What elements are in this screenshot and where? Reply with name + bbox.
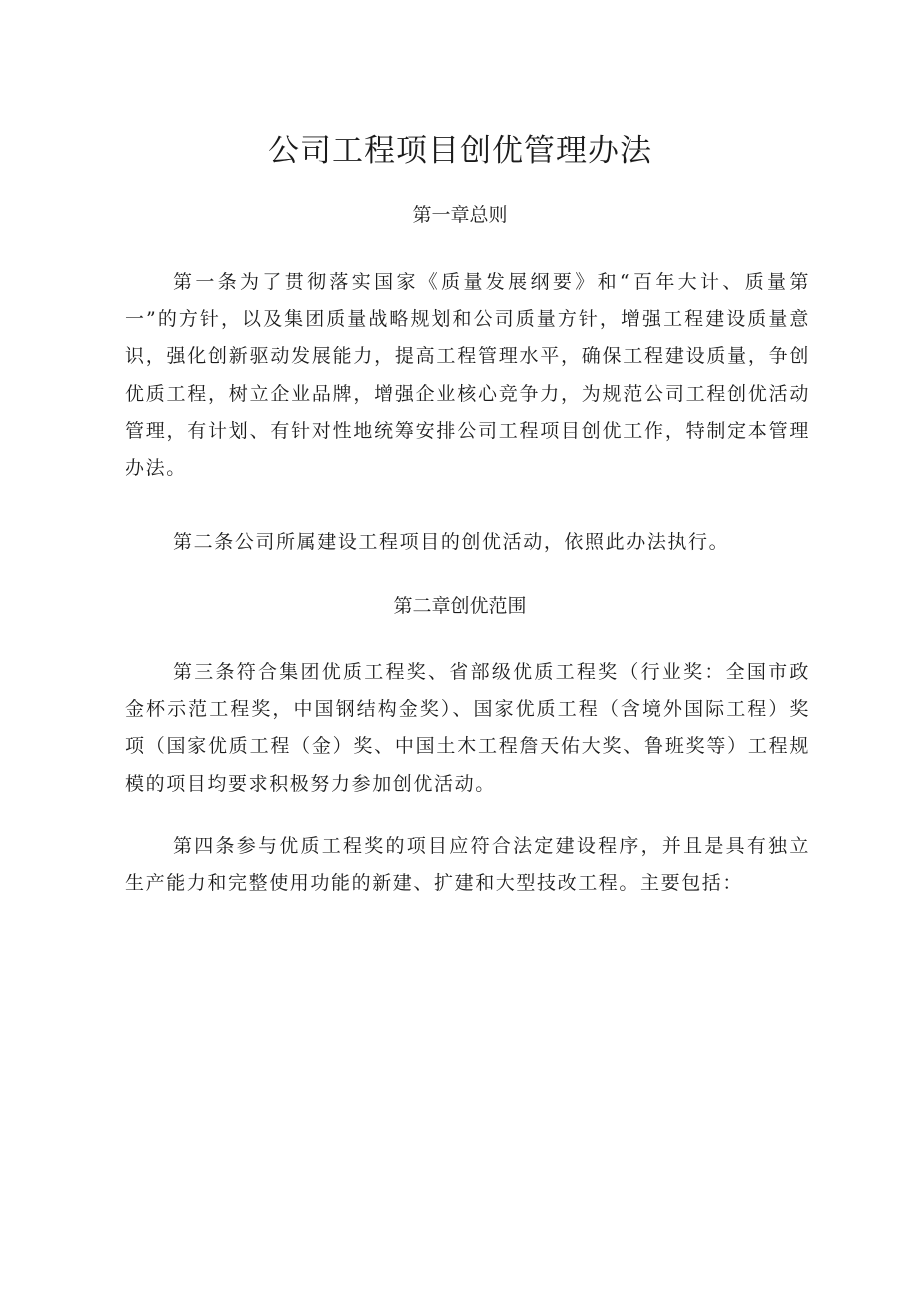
chapter-heading: 第二章创优范围	[393, 595, 527, 617]
article-text: 为了贯彻落实国家《质量发展纲要》和“百年大计、质量第一”的方针，以及集团质量战略规划和公司质量方针，增强工程建设质量意识，强化创新驱动发展能力，提高工程管理水平，确保工程建设质量，争创优质工程，树立企业品牌，增强企业核心竞争力，为规范公司工程创优活动管理，有计划、有针对性地统筹安排公司工程项目创优工作，特制定本管理办法。	[125, 271, 810, 480]
article-label: 第四条	[173, 835, 237, 857]
article-paragraph	[125, 654, 810, 803]
chapter-heading: 第一章总则	[412, 204, 508, 226]
document-title: 公司工程项目创优管理办法	[268, 133, 652, 169]
article-paragraph	[125, 264, 810, 487]
article-label: 第一条	[173, 271, 241, 293]
article-text: 符合集团优质工程奖、省部级优质工程奖（行业奖：全国市政金杯示范工程奖，中国钢结构金奖）、国家优质工程（含境外国际工程）奖项（国家优质工程（金）奖、中国土木工程詹天佑大奖、鲁班奖等）工程规模的项目均要求积极努力参加创优活动。	[125, 661, 810, 795]
article-label: 第三条	[173, 661, 237, 683]
article-paragraph	[125, 828, 810, 902]
article-text: 公司所属建设工程项目的创优活动，依照此办法执行。	[234, 531, 730, 553]
article-label: 第二条	[173, 531, 235, 553]
article-paragraph	[125, 524, 810, 561]
article-text: 参与优质工程奖的项目应符合法定建设程序，并且是具有独立生产能力和完整使用功能的新建、扩建和大型技改工程。主要包括：	[125, 835, 810, 895]
